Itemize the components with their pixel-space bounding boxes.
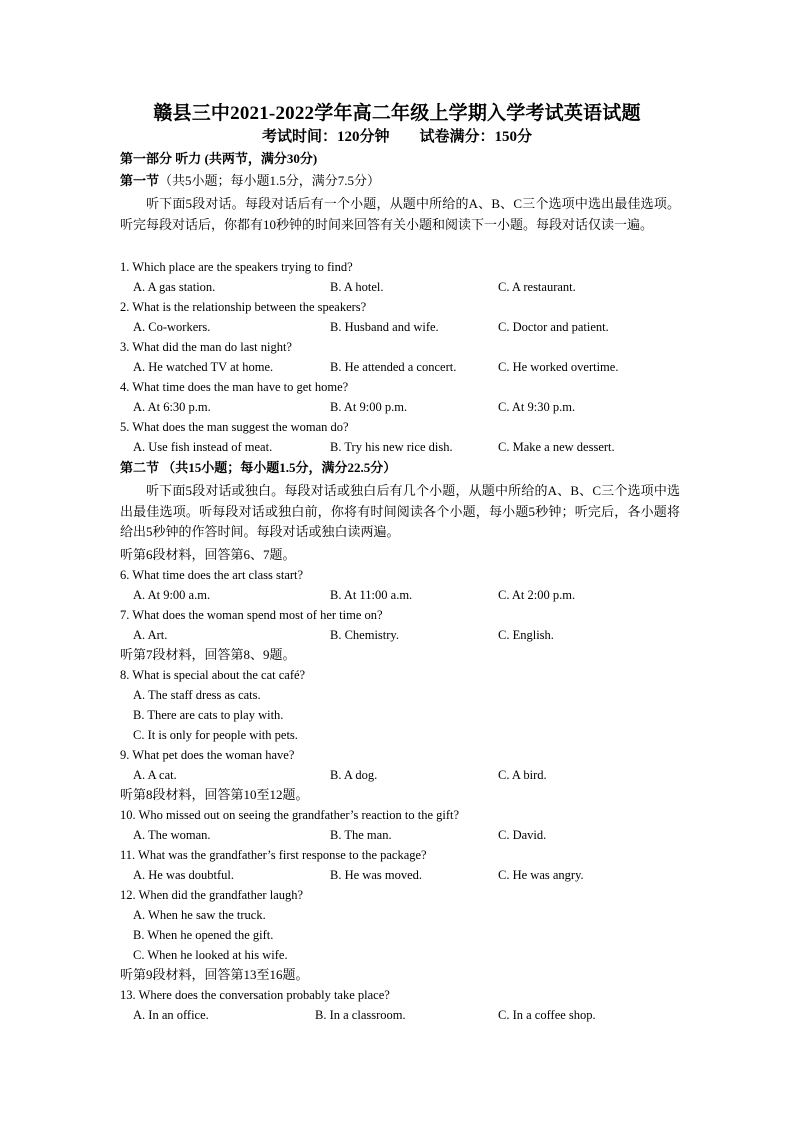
option-b: B. At 9:00 p.m. <box>330 400 408 414</box>
option-c: C. Make a new dessert. <box>498 440 615 454</box>
option-a: A. The woman. <box>133 828 211 842</box>
option-c: C. English. <box>498 628 554 642</box>
question-stem: 2. What is the relationship between the speakers? <box>120 300 367 314</box>
part1-heading: 第一部分 听力 (共两节，满分30分) <box>120 151 318 166</box>
option-b: B. He was moved. <box>330 868 422 882</box>
question-stem: 9. What pet does the woman have? <box>120 748 295 762</box>
option-c: C. At 2:00 p.m. <box>498 588 576 602</box>
question-stem: 11. What was the grandfather’s first response to the package? <box>120 848 427 862</box>
option-b: B. There are cats to play with. <box>133 708 284 722</box>
option-b: B. When he opened the gift. <box>133 928 274 942</box>
option-b: B. In a classroom. <box>315 1008 406 1022</box>
material-9-heading: 听第9段材料，回答第13至16题。 <box>120 967 309 982</box>
material-6-heading: 听第6段材料，回答第6、7题。 <box>120 547 296 562</box>
option-c: C. He was angry. <box>498 868 584 882</box>
option-c: C. A restaurant. <box>498 280 576 294</box>
option-c: C. In a coffee shop. <box>498 1008 596 1022</box>
option-c: C. A bird. <box>498 768 547 782</box>
section2-heading: 第二节 （共15小题；每小题1.5分，满分22.5分） <box>120 460 397 475</box>
section1-label: 第一节 <box>120 173 160 188</box>
question-stem: 8. What is special about the cat café? <box>120 668 306 682</box>
question-stem: 1. Which place are the speakers trying to find? <box>120 260 353 274</box>
exam-score: 试卷满分：150分 <box>419 129 533 145</box>
option-b: B. A dog. <box>330 768 378 782</box>
option-a: A. He watched TV at home. <box>133 360 274 374</box>
section1-heading <box>120 171 380 191</box>
option-a: A. When he saw the truck. <box>133 908 266 922</box>
question-stem: 10. Who missed out on seeing the grandfather’s reaction to the gift? <box>120 808 460 822</box>
option-a: A. The staff dress as cats. <box>133 688 261 702</box>
question-stem: 5. What does the man suggest the woman do? <box>120 420 349 434</box>
exam-title: 赣县三中2021-2022学年高二年级上学期入学考试英语试题 <box>153 103 641 124</box>
option-b: B. He attended a concert. <box>330 360 457 374</box>
option-a: A. Use fish instead of meat. <box>133 440 273 454</box>
question-stem: 4. What time does the man have to get home? <box>120 380 349 394</box>
option-b: B. The man. <box>330 828 392 842</box>
option-a: A. He was doubtful. <box>133 868 235 882</box>
option-a: A. In an office. <box>133 1008 209 1022</box>
option-c: C. David. <box>498 828 547 842</box>
exam-time: 考试时间：120分钟 <box>261 129 390 145</box>
question-stem: 12. When did the grandfather laugh? <box>120 888 304 902</box>
option-a: A. At 6:30 p.m. <box>133 400 211 414</box>
option-b: B. Husband and wife. <box>330 320 439 334</box>
option-a: A. Art. <box>133 628 168 642</box>
option-b: B. Try his new rice dish. <box>330 440 453 454</box>
section2-instructions: 听下面5段对话或独白。每段对话或独白后有几个小题，从题中所给的A、B、C三个选项中选出最佳选项。听每段对话或独白前，你将有时间阅读各个小题，每小题5秒钟；听完后，各小题将给出5秒钟的作答时间。每段对话或独白读两遍。 <box>120 483 680 539</box>
option-b: B. A hotel. <box>330 280 384 294</box>
option-b: B. Chemistry. <box>330 628 399 642</box>
option-c: C. At 9:30 p.m. <box>498 400 576 414</box>
section1-instructions: 听下面5段对话。每段对话后有一个小题，从题中所给的A、B、C三个选项中选出最佳选项。听完每段对话后，你都有10秒钟的时间来回答有关小题和阅读下一小题。每段对话仅读一遍。 <box>120 196 680 232</box>
option-a: A. A gas station. <box>133 280 216 294</box>
material-8-heading: 听第8段材料，回答第10至12题。 <box>120 787 309 802</box>
option-a: A. Co-workers. <box>133 320 211 334</box>
question-stem: 3. What did the man do last night? <box>120 340 292 354</box>
exam-subtitle <box>0 126 794 148</box>
option-c: C. Doctor and patient. <box>498 320 609 334</box>
option-a: A. A cat. <box>133 768 177 782</box>
option-a: A. At 9:00 a.m. <box>133 588 211 602</box>
option-c: C. It is only for people with pets. <box>133 728 298 742</box>
option-c: C. He worked overtime. <box>498 360 619 374</box>
option-b: B. At 11:00 a.m. <box>330 588 413 602</box>
section1-info: （共5小题；每小题1.5分，满分7.5分） <box>159 173 381 188</box>
material-7-heading: 听第7段材料，回答第8、9题。 <box>120 647 296 662</box>
question-stem: 6. What time does the art class start? <box>120 568 304 582</box>
option-c: C. When he looked at his wife. <box>133 948 288 962</box>
question-stem: 7. What does the woman spend most of her time on? <box>120 608 383 622</box>
question-stem: 13. Where does the conversation probably take place? <box>120 988 390 1002</box>
